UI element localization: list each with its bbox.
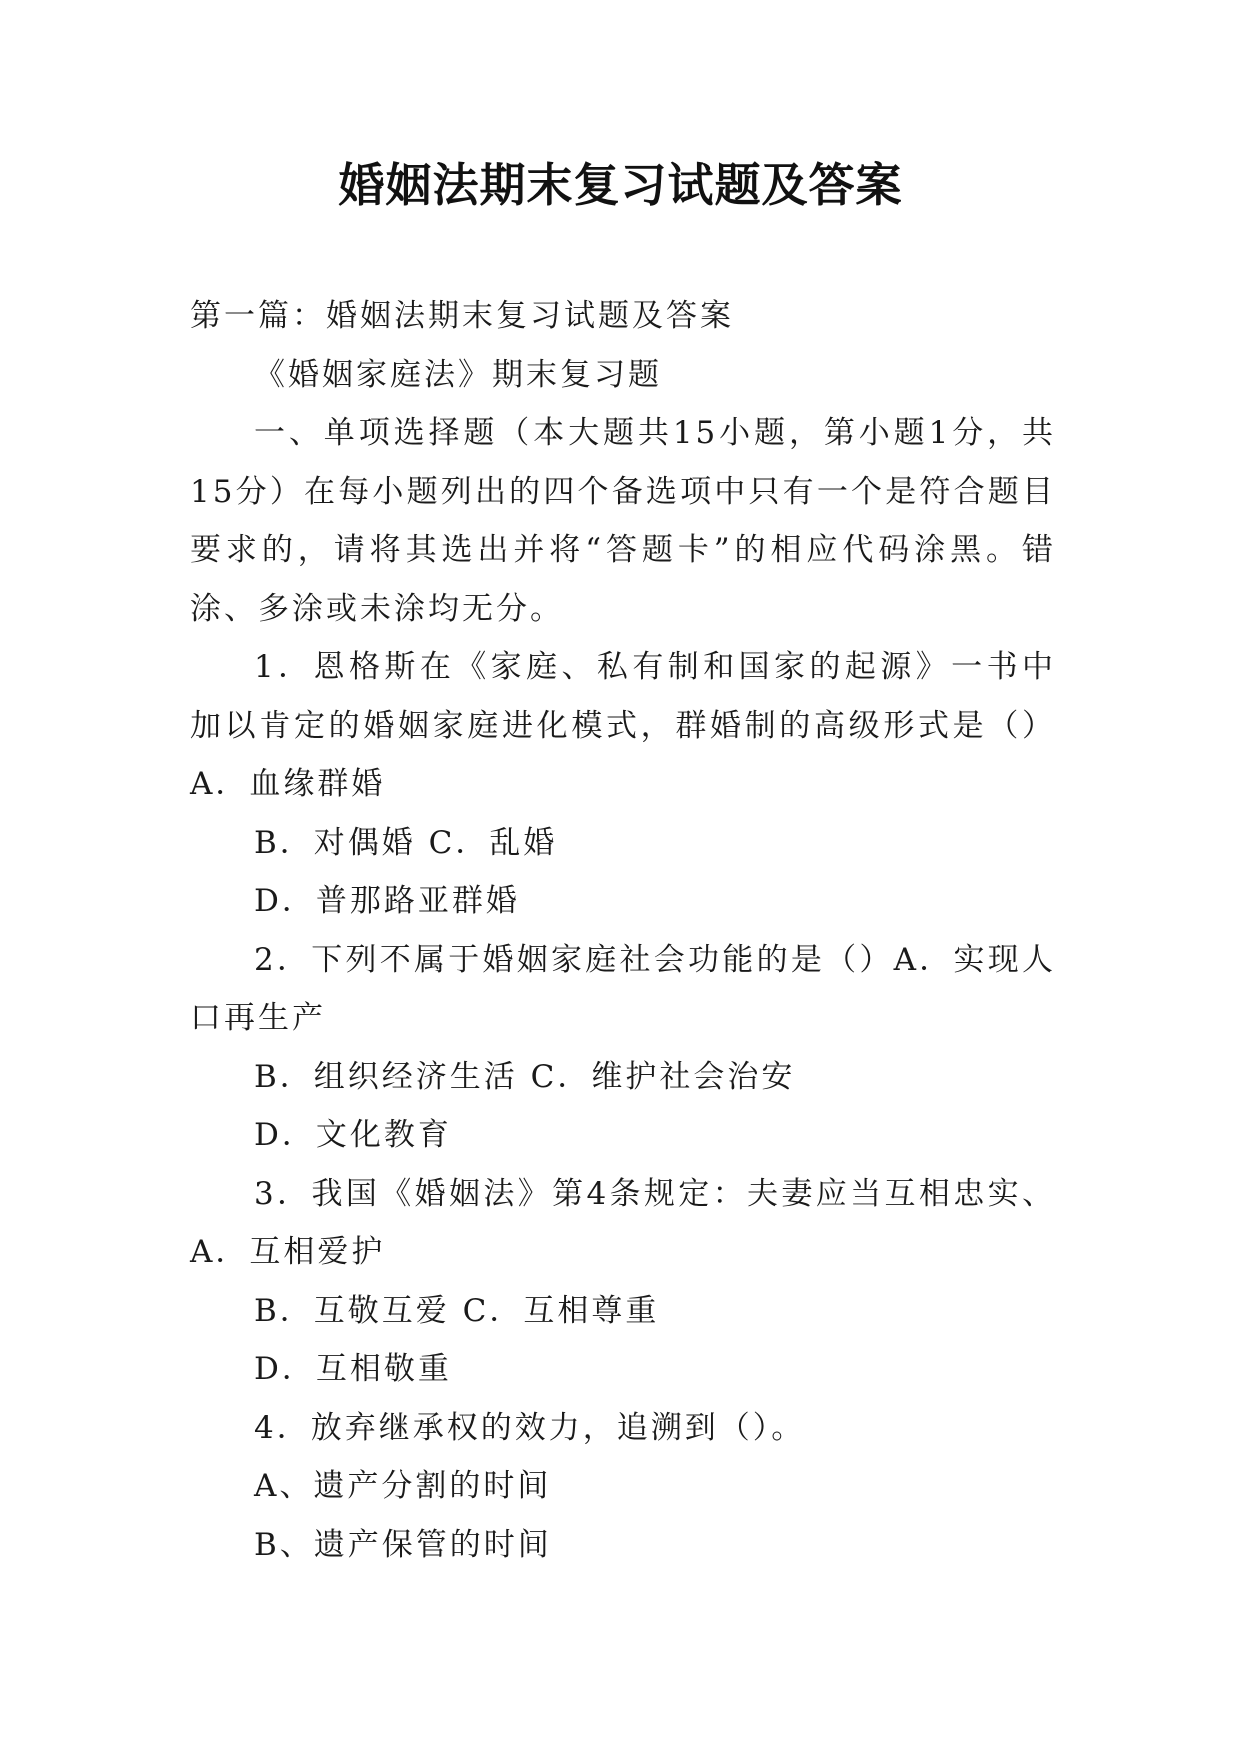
question-3-option-d: D．互相敬重 xyxy=(254,1351,452,1387)
chapter-heading: 第一篇：婚姻法期末复习试题及答案 xyxy=(190,298,734,334)
document-title: 婚姻法期末复习试题及答案 xyxy=(338,158,903,212)
question-2-options-b-c: B．组织经济生活 C．维护社会治安 xyxy=(254,1058,796,1095)
question-3: 3．我国《婚姻法》第4条规定：夫妻应当互相忠实、A．互相爱护 xyxy=(190,1175,1056,1270)
question-2: 2．下列不属于婚姻家庭社会功能的是（）A．实现人口再生产 xyxy=(190,941,1056,1036)
instructions-paragraph: 一、单项选择题（本大题共15小题，第小题1分，共15分）在每小题列出的四个备选项中只有一个是符合题目要求的，请将其选出并将“答题卡”的相应代码涂黑。错涂、多涂或未涂均无分。 xyxy=(190,415,1056,627)
question-3-options-b-c: B．互敬互爱 C．互相尊重 xyxy=(254,1292,660,1329)
question-1-options-b-c: B．对偶婚 C．乱婚 xyxy=(254,824,558,861)
question-4-option-a: A、遗产分割的时间 xyxy=(254,1468,552,1504)
question-1: 1．恩格斯在《家庭、私有制和国家的起源》一书中加以肯定的婚姻家庭进化模式，群婚制的高级形式是（）A．血缘群婚 xyxy=(190,649,1056,802)
question-2-option-d: D．文化教育 xyxy=(254,1117,452,1153)
question-1-option-d: D．普那路亚群婚 xyxy=(254,883,520,919)
section-heading: 《婚姻家庭法》期末复习题 xyxy=(254,356,662,393)
document-body xyxy=(190,287,1056,1574)
question-4: 4．放弃继承权的效力，追溯到（）。 xyxy=(254,1409,806,1446)
question-4-option-b: B、遗产保管的时间 xyxy=(254,1526,552,1563)
